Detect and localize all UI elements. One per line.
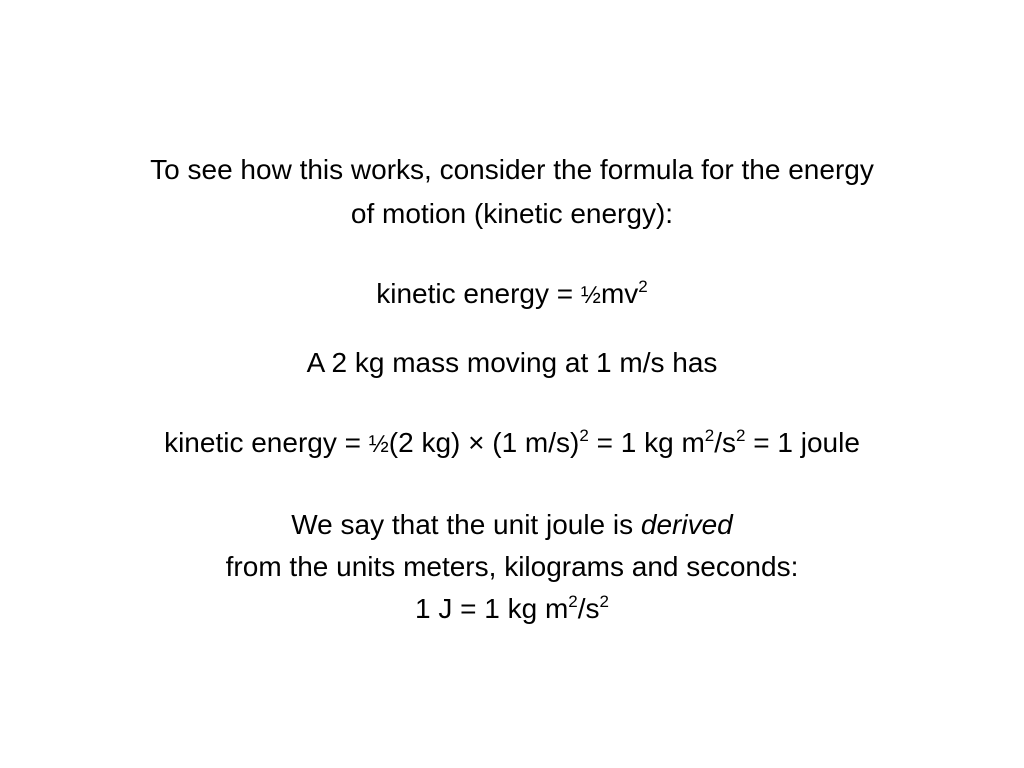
- joule-def-exp-2: 2: [599, 592, 609, 611]
- derived-line-2: from the units meters, kilograms and seconds:: [225, 551, 799, 582]
- formula-lhs: kinetic energy =: [376, 278, 581, 309]
- kinetic-energy-formula: [0, 277, 1024, 313]
- intro-line-1: To see how this works, consider the formula for the energy: [150, 154, 874, 185]
- example-part-1: (2 kg) × (1 m/s): [388, 427, 580, 458]
- joule-def-b: /s: [577, 593, 600, 624]
- joule-def-exp-1: 2: [568, 592, 578, 611]
- example-part-2: = 1 kg m: [588, 427, 705, 458]
- derived-prefix: We say that the unit joule is: [291, 509, 641, 540]
- example-lhs: kinetic energy =: [164, 427, 369, 458]
- joule-definition: [0, 592, 1024, 626]
- formula-exponent: 2: [638, 277, 648, 296]
- example-exp-1: 2: [579, 426, 589, 445]
- example-exp-3: 2: [736, 426, 746, 445]
- example-part-4: = 1 joule: [745, 427, 860, 458]
- example-statement: A 2 kg mass moving at 1 m/s has: [306, 347, 718, 378]
- example-half: ½: [368, 431, 389, 458]
- example-calculation: [0, 426, 1024, 462]
- intro-line-2: of motion (kinetic energy):: [350, 198, 674, 229]
- formula-half: ½: [580, 282, 601, 309]
- example-part-3: /s: [714, 427, 737, 458]
- derived-line-1: [0, 508, 1024, 542]
- example-exp-2: 2: [704, 426, 715, 445]
- derived-emphasis: derived: [640, 509, 733, 540]
- joule-def-a: 1 J = 1 kg m: [414, 593, 569, 624]
- formula-mv: mv: [600, 278, 639, 309]
